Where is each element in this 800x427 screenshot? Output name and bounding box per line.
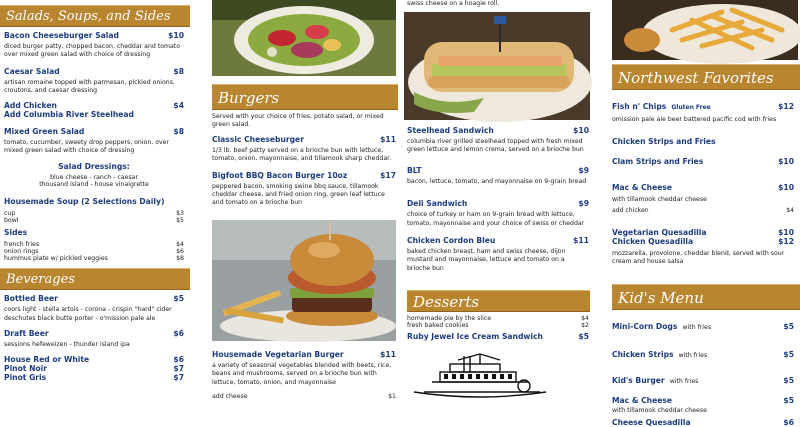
menu-item [4, 127, 184, 136]
addon-price: $4 [786, 206, 794, 214]
menu-item [407, 332, 589, 341]
item-price: $5 [783, 322, 794, 331]
dessert-name: fresh baked cookies [407, 322, 469, 329]
dessert-price: $2 [581, 322, 589, 329]
menu-column-1 [0, 0, 190, 400]
item-name: Bottled Beer [4, 294, 58, 304]
item-name: Draft Beer [4, 329, 49, 339]
item-name: Deli Sandwich [407, 199, 468, 209]
kids-item [612, 418, 794, 427]
item-description: mozzarella, provolone, cheddar blend, served with sour cream and house salsa [612, 249, 785, 266]
menu-item [212, 171, 396, 180]
menu-item [4, 373, 184, 382]
menu-item [212, 350, 396, 359]
item-price: $10 [778, 227, 794, 237]
menu-item [4, 67, 184, 76]
item-price: $4 [173, 100, 184, 110]
menu-item [612, 157, 794, 166]
item-price: $6 [783, 418, 794, 427]
item-description: coors light - stella artois - corona - crispin "hard" cider deschutes black butte porter - o'mission pale ale [4, 306, 172, 322]
soup-size: bowl [4, 217, 19, 225]
item-price: $11 [380, 134, 396, 144]
item-name: Bacon Cheeseburger Salad [4, 31, 119, 40]
menu-item [407, 236, 589, 245]
item-description: peppered bacon, smoking swine bbq sauce, tillamook cheddar cheese, and fried onion ring, green leaf lettuce and tomato on a brioche bun [212, 182, 385, 207]
northwest-section-title: Northwest Favorites [618, 69, 774, 87]
menu-item [4, 294, 184, 303]
item-name: BLT [407, 165, 422, 175]
dessert-name: homemade pie by the slice [407, 315, 492, 322]
item-price: $12 [778, 102, 794, 111]
menu-item [4, 101, 184, 110]
menu-item [612, 94, 794, 113]
item-name: Mac & Cheese [612, 183, 673, 193]
addon-name: add cheese [212, 393, 248, 401]
sandwich-photo [404, 12, 590, 120]
item-name: Pinot Gris [4, 372, 47, 382]
item-price: $10 [573, 126, 589, 135]
item-description: baked chicken breast, ham and swiss cheese, dijon mustard and mayonnaise, lettuce and tomato on a brioche bun [407, 248, 566, 272]
side-price: $4 [176, 241, 184, 249]
soup-option [4, 210, 184, 217]
item-description: with tillamook cheddar cheese [612, 196, 707, 204]
fries-photo [612, 0, 798, 60]
side-price: $8 [176, 255, 184, 263]
menu-item [407, 166, 589, 175]
menu-item [407, 199, 589, 208]
item-price: $8 [173, 66, 184, 76]
item-price: $10 [778, 157, 794, 167]
item-price: $11 [573, 236, 589, 246]
soup-price: $3 [176, 210, 184, 218]
item-price: $5 [578, 332, 589, 341]
food-photo [212, 0, 396, 76]
item-price: $17 [380, 170, 396, 180]
menu-column-4 [612, 0, 800, 427]
salads-section-banner [0, 5, 190, 27]
menu-item [212, 135, 396, 144]
dressings-list: thousand island - house vinaigrette [39, 181, 149, 189]
item-name: Classic Cheeseburger [212, 134, 304, 144]
item-price: $6 [173, 329, 184, 339]
side-name: french fries [4, 241, 40, 249]
item-description: artisan romaine topped with parmesan, pickled onions, croutons, and caesar dressing [4, 78, 175, 95]
kids-item [612, 368, 794, 387]
soup-size: cup [4, 210, 16, 218]
item-price: $12 [778, 236, 794, 246]
item-name: Kid's Burger [612, 376, 665, 385]
item-name: House Red or White [4, 354, 90, 364]
side-price: $6 [176, 248, 184, 256]
menu-item [4, 31, 184, 40]
item-price: $7 [173, 363, 184, 373]
item-name: Mixed Green Salad [4, 126, 85, 136]
item-description: bacon, lettuce, tomato, and mayonnaise on 9-grain bread [407, 177, 587, 185]
item-name: Vegetarian Quesadilla [612, 227, 707, 237]
item-price: $9 [578, 165, 589, 175]
kids-section-banner [612, 284, 800, 310]
desserts-section-title: Desserts [413, 293, 480, 311]
menu-item [4, 329, 184, 338]
item-price: $8 [173, 126, 184, 136]
item-description: choice of turkey or ham on 9-grain bread with lettuce, tomato, mayonnaise and your choice of swiss or cheddar [407, 211, 585, 227]
side-item [4, 248, 184, 255]
kids-item [612, 314, 794, 333]
soup-option [4, 217, 184, 224]
item-name: Steelhead Sandwich [407, 126, 494, 135]
kids-item [612, 396, 794, 405]
item-description: omission pale ale beer battered pacific cod with fries [612, 116, 777, 123]
addon-name: add chicken [612, 206, 649, 214]
northwest-section-banner [612, 64, 800, 90]
item-name: Add Chicken [4, 100, 57, 110]
menu-column-3 [404, 0, 590, 400]
item-suffix: with fries [682, 324, 712, 331]
burger-photo [212, 220, 396, 341]
item-description: swiss cheese on a hoagie roll. [407, 0, 500, 7]
item-price: $7 [173, 372, 184, 382]
burgers-section-title: Burgers [218, 89, 280, 107]
item-name: Mini-Corn Dogs [612, 322, 678, 331]
salads-section-title: Salads, Soups, and Sides [6, 9, 171, 24]
menu-item [4, 110, 184, 119]
menu-item [4, 355, 184, 364]
item-price: $5 [783, 376, 794, 385]
dressings-list: blue cheese - ranch - caesar [50, 174, 138, 182]
item-name: Chicken Quesadilla [612, 236, 694, 246]
item-price: $5 [783, 350, 794, 359]
gluten-free-badge: Gluten Free [671, 104, 711, 111]
item-name: Chicken Strips and Fries [612, 137, 716, 147]
soup-title: Housemade Soup (2 Selections Daily) [4, 197, 165, 207]
item-description: sessions hefeweizen - thunder island ipa [4, 341, 130, 349]
menu-item [4, 364, 184, 373]
dessert-item [407, 322, 589, 329]
item-name: Housemade Vegetarian Burger [212, 350, 344, 359]
item-suffix: with fries [678, 352, 708, 359]
item-price: $11 [380, 350, 396, 359]
sternwheeler-boat-illustration [410, 352, 550, 400]
kids-item [612, 342, 794, 361]
side-name: onion rings [4, 248, 39, 256]
item-name: Cheese Quesadilla [612, 418, 691, 427]
menu-item [612, 137, 794, 146]
kids-section-title: Kid's Menu [618, 289, 704, 307]
item-name: Add Columbia River Steelhead [4, 109, 134, 119]
burgers-intro: Served with your choice of fries, potato salad, or mixed green salad. [212, 113, 384, 129]
addon-price: $1 [388, 393, 396, 401]
item-name: Chicken Strips [612, 350, 674, 359]
burgers-section-banner [212, 84, 398, 110]
menu-column-2 [208, 0, 398, 400]
item-name: Ruby Jewel Ice Cream Sandwich [407, 332, 543, 341]
soup-price: $5 [176, 217, 184, 225]
beverages-section-title: Beverages [6, 272, 75, 288]
item-name: Chicken Cordon Bleu [407, 236, 496, 246]
item-description: tomato, cucumber, sweety drop peppers, onion, over mixed green salad with choice of dressing [4, 138, 169, 155]
menu-item [612, 228, 794, 237]
menu-item [407, 126, 589, 135]
side-name: hummus plate w/ pickled veggies [4, 255, 108, 263]
item-name: Clam Strips and Fries [612, 157, 704, 167]
item-name: Fish n' Chips [612, 102, 667, 111]
side-item [4, 241, 184, 248]
item-name: Mac & Cheese [612, 396, 673, 405]
sides-title: Sides [4, 228, 28, 238]
item-description: diced burger patty, chopped bacon, cheddar and tomato over mixed green salad with choice of dressing [4, 43, 181, 59]
item-name: Caesar Salad [4, 66, 60, 76]
item-price: $10 [778, 183, 794, 193]
dessert-price: $4 [581, 315, 589, 322]
item-price: $10 [168, 31, 184, 40]
addon-item [612, 207, 794, 214]
item-price: $5 [173, 294, 184, 304]
item-description: 1/3 lb. beef patty served on a brioche bun with lettuce, tomato, onion, mayonnaise, and tillamook sharp cheddar. [212, 146, 392, 163]
item-price: $5 [783, 396, 794, 405]
menu-item [612, 183, 794, 192]
item-description: columbia river grilled steelhead topped with fresh mixed green lettuce and lemon crema, served on a brioche bun [407, 138, 584, 154]
dressings-title: Salad Dressings: [58, 162, 130, 172]
menu-item [612, 237, 794, 246]
item-price: $6 [173, 354, 184, 364]
item-description: a variety of seasonal vegetables blended with beets, rice, beans and mushrooms, served on a brioche bun with lettuce, tomato, onion, and mayonnaise [212, 362, 392, 386]
item-name: Bigfoot BBQ Bacon Burger 10oz [212, 170, 348, 180]
item-price: $9 [578, 199, 589, 209]
dessert-item [407, 315, 589, 322]
item-name: Pinot Noir [4, 363, 47, 373]
item-suffix: with fries [669, 378, 699, 385]
beverages-section-banner [0, 268, 190, 290]
desserts-section-banner [407, 290, 590, 312]
addon-item [212, 393, 396, 400]
side-item [4, 255, 184, 262]
item-description: with tillamook cheddar cheese [612, 407, 707, 414]
